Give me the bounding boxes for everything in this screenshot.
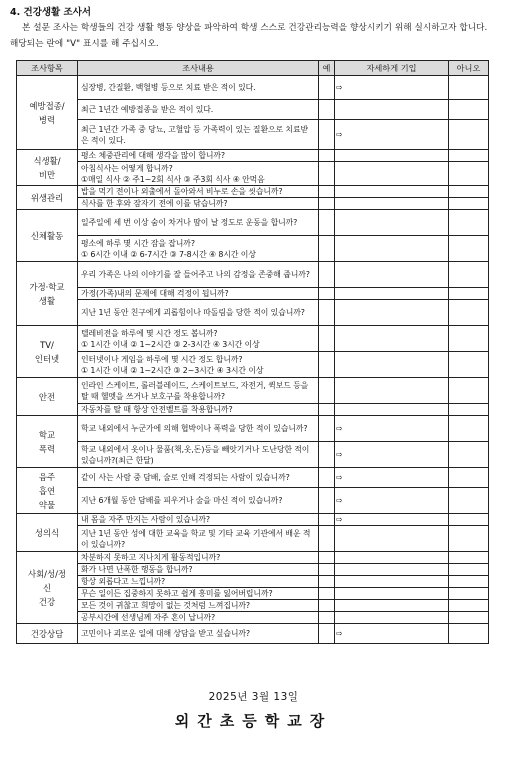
yes-checkbox-cell[interactable]	[319, 576, 335, 588]
table-row	[17, 576, 489, 588]
no-checkbox-cell[interactable]	[449, 612, 489, 624]
question-cell: 텔레비전을 하루에 몇 시간 정도 봅니까? ① 1시간 이내 ② 1~2시간 ③ 2-3시간 ④ 3시간 이상	[78, 326, 319, 352]
question-cell: 아침식사는 어떻게 합니까? ①매일 식사 ② 주1~2회 식사 ③ 주3회 식사 ④ 안먹음	[78, 162, 319, 186]
category-cell: 음주 흡연 약물	[17, 468, 78, 514]
no-checkbox-cell[interactable]	[449, 526, 489, 552]
table-row	[17, 624, 489, 644]
table-row	[17, 150, 489, 162]
no-checkbox-cell[interactable]	[449, 442, 489, 468]
table-row	[17, 514, 489, 526]
table-row	[17, 120, 489, 150]
school-name: 외간초등학교장	[174, 712, 333, 730]
details-cell[interactable]	[335, 552, 449, 564]
yes-checkbox-cell[interactable]	[319, 162, 335, 186]
question-cell: 최근 1년간 예방접종을 받은 적이 있다.	[78, 100, 319, 120]
no-checkbox-cell[interactable]	[449, 236, 489, 262]
details-cell[interactable]	[335, 150, 449, 162]
question-cell: 일주일에 세 번 이상 숨이 차거나 땀이 날 정도로 운동을 합니까?	[78, 210, 319, 236]
details-cell[interactable]	[335, 100, 449, 120]
question-cell: 지난 1년 동안 성에 대한 교육을 학교 및 기타 교육 기관에서 배운 적이 있습니까?	[78, 526, 319, 552]
details-cell[interactable]	[335, 588, 449, 600]
yes-checkbox-cell[interactable]	[319, 488, 335, 514]
arrow-right-icon: ⇨	[336, 515, 343, 524]
details-cell[interactable]	[335, 416, 449, 442]
yes-checkbox-cell[interactable]	[319, 588, 335, 600]
question-cell: 인라인 스케이트, 롤러블레이드, 스케이트보드, 자전거, 퀵보드 등을 탈 때 헬멧을 쓰거나 보호구를 착용합니까?	[78, 378, 319, 404]
arrow-right-icon: ⇨	[336, 424, 343, 433]
details-cell[interactable]	[335, 564, 449, 576]
arrow-right-icon: ⇨	[336, 83, 343, 92]
yes-checkbox-cell[interactable]	[319, 120, 335, 150]
category-cell: 건강상담	[17, 624, 78, 644]
arrow-right-icon: ⇨	[336, 450, 343, 459]
details-cell[interactable]	[335, 352, 449, 378]
details-cell[interactable]	[335, 288, 449, 300]
table-row	[17, 100, 489, 120]
yes-checkbox-cell[interactable]	[319, 76, 335, 100]
no-checkbox-cell[interactable]	[449, 404, 489, 416]
no-checkbox-cell[interactable]	[449, 600, 489, 612]
col-header-content: 조사내용	[78, 61, 319, 76]
question-cell: 지난 1년 동안 친구에게 괴롭힘이나 따돌림을 당한 적이 있습니까?	[78, 300, 319, 326]
question-cell: 식사를 한 후와 잠자기 전에 이를 닦습니까?	[78, 198, 319, 210]
no-checkbox-cell[interactable]	[449, 468, 489, 488]
yes-checkbox-cell[interactable]	[319, 600, 335, 612]
question-cell: 공부시간에 선생님께 자주 혼이 납니까?	[78, 612, 319, 624]
details-cell[interactable]	[335, 526, 449, 552]
details-cell[interactable]	[335, 488, 449, 514]
details-cell[interactable]	[335, 468, 449, 488]
details-cell[interactable]	[335, 326, 449, 352]
table-row	[17, 262, 489, 288]
table-row	[17, 236, 489, 262]
no-checkbox-cell[interactable]	[449, 488, 489, 514]
table-row	[17, 378, 489, 404]
arrow-right-icon: ⇨	[336, 629, 343, 638]
yes-checkbox-cell[interactable]	[319, 326, 335, 352]
category-cell: 위생관리	[17, 186, 78, 210]
question-cell: 고민이나 괴로운 일에 대해 상담을 받고 싶습니까?	[78, 624, 319, 644]
question-cell: 항상 외롭다고 느낍니까?	[78, 576, 319, 588]
yes-checkbox-cell[interactable]	[319, 300, 335, 326]
table-row	[17, 404, 489, 416]
question-cell: 우리 가족은 나의 이야기를 잘 들어주고 나의 감정을 존중해 줍니까?	[78, 262, 319, 288]
no-checkbox-cell[interactable]	[449, 576, 489, 588]
no-checkbox-cell[interactable]	[449, 552, 489, 564]
category-cell: TV/ 인터넷	[17, 326, 78, 378]
question-cell: 모든 것이 귀찮고 희망이 없는 것처럼 느껴집니까?	[78, 600, 319, 612]
table-row	[17, 76, 489, 100]
table-row	[17, 198, 489, 210]
table-row	[17, 600, 489, 612]
no-checkbox-cell[interactable]	[449, 210, 489, 236]
details-cell[interactable]	[335, 198, 449, 210]
table-row	[17, 326, 489, 352]
table-row	[17, 552, 489, 564]
survey-date: 2025년 3월 13일	[208, 691, 299, 703]
details-cell[interactable]	[335, 600, 449, 612]
survey-body	[17, 76, 489, 644]
details-cell[interactable]	[335, 76, 449, 100]
details-cell[interactable]	[335, 612, 449, 624]
table-row	[17, 526, 489, 552]
yes-checkbox-cell[interactable]	[319, 526, 335, 552]
category-cell: 학교 폭력	[17, 416, 78, 468]
question-cell: 자동차를 탈 때 항상 안전벨트를 착용합니까?	[78, 404, 319, 416]
yes-checkbox-cell[interactable]	[319, 612, 335, 624]
details-cell[interactable]	[335, 162, 449, 186]
no-checkbox-cell[interactable]	[449, 378, 489, 404]
question-cell: 평소 체중관리에 대해 생각을 많이 합니까?	[78, 150, 319, 162]
details-cell[interactable]	[335, 378, 449, 404]
category-cell: 식생활/ 비만	[17, 150, 78, 186]
details-cell[interactable]	[335, 624, 449, 644]
category-cell: 사회/성/정 신 건강	[17, 552, 78, 624]
no-checkbox-cell[interactable]	[449, 198, 489, 210]
question-cell: 학교 내외에서 누군가에 의해 협박이나 폭력을 당한 적이 있습니까?	[78, 416, 319, 442]
yes-checkbox-cell[interactable]	[319, 288, 335, 300]
yes-checkbox-cell[interactable]	[319, 262, 335, 288]
table-row	[17, 186, 489, 198]
yes-checkbox-cell[interactable]	[319, 378, 335, 404]
question-cell: 밥을 먹기 전이나 외출에서 돌아와서 비누로 손을 씻습니까?	[78, 186, 319, 198]
yes-checkbox-cell[interactable]	[319, 442, 335, 468]
section-heading: 4. 건강생활 조사서	[10, 7, 92, 18]
table-row	[17, 162, 489, 186]
question-cell: 평소에 하루 몇 시간 잠을 잡니까? ① 6시간 이내 ② 6-7시간 ③ 7-8시간 ④ 8시간 이상	[78, 236, 319, 262]
yes-checkbox-cell[interactable]	[319, 514, 335, 526]
table-row	[17, 300, 489, 326]
yes-checkbox-cell[interactable]	[319, 552, 335, 564]
no-checkbox-cell[interactable]	[449, 262, 489, 288]
arrow-right-icon: ⇨	[336, 130, 343, 139]
details-cell[interactable]	[335, 442, 449, 468]
details-cell[interactable]	[335, 576, 449, 588]
no-checkbox-cell[interactable]	[449, 150, 489, 162]
intro-paragraph: 본 설문 조사는 학생들의 건강 생활 행동 양상을 파악하여 학생 스스로 건강관리능력을 향상시키기 위해 실시하고자 합니다. 해당되는 란에 "V" 표시를 해 주십시오.	[10, 23, 488, 49]
details-cell[interactable]	[335, 300, 449, 326]
col-header-category: 조사항목	[17, 61, 78, 76]
table-row	[17, 612, 489, 624]
table-row	[17, 442, 489, 468]
question-cell: 학교 내외에서 옷이나 물품(책,옷,돈)등을 빼앗기거나 도난당한 적이 있습니까?(최근 한달)	[78, 442, 319, 468]
details-cell[interactable]	[335, 514, 449, 526]
no-checkbox-cell[interactable]	[449, 588, 489, 600]
details-cell[interactable]	[335, 236, 449, 262]
question-cell: 차분하지 못하고 지나치게 활동적입니까?	[78, 552, 319, 564]
table-row	[17, 288, 489, 300]
table-row	[17, 468, 489, 488]
question-cell: 내 몸을 자주 만지는 사람이 있습니까?	[78, 514, 319, 526]
details-cell[interactable]	[335, 210, 449, 236]
col-header-yes: 예	[319, 61, 335, 76]
yes-checkbox-cell[interactable]	[319, 624, 335, 644]
table-row	[17, 416, 489, 442]
table-row	[17, 352, 489, 378]
category-cell: 안전	[17, 378, 78, 416]
yes-checkbox-cell[interactable]	[319, 468, 335, 488]
question-cell: 같이 사는 사람 중 담배, 술로 인해 걱정되는 사람이 있습니까?	[78, 468, 319, 488]
yes-checkbox-cell[interactable]	[319, 150, 335, 162]
table-row	[17, 564, 489, 576]
details-cell[interactable]	[335, 120, 449, 150]
no-checkbox-cell[interactable]	[449, 514, 489, 526]
no-checkbox-cell[interactable]	[449, 100, 489, 120]
no-checkbox-cell[interactable]	[449, 120, 489, 150]
no-checkbox-cell[interactable]	[449, 416, 489, 442]
col-header-no: 아니오	[449, 61, 489, 76]
category-cell: 가정·학교 생활	[17, 262, 78, 326]
arrow-right-icon: ⇨	[336, 473, 343, 482]
no-checkbox-cell[interactable]	[449, 186, 489, 198]
table-row	[17, 588, 489, 600]
yes-checkbox-cell[interactable]	[319, 564, 335, 576]
yes-checkbox-cell[interactable]	[319, 100, 335, 120]
category-cell: 신체활동	[17, 210, 78, 262]
no-checkbox-cell[interactable]	[449, 162, 489, 186]
question-cell: 화가 나면 난폭한 행동을 합니까?	[78, 564, 319, 576]
question-cell: 가정(가족)내의 문제에 대해 걱정이 됩니까?	[78, 288, 319, 300]
yes-checkbox-cell[interactable]	[319, 404, 335, 416]
no-checkbox-cell[interactable]	[449, 300, 489, 326]
question-cell: 최근 1년간 가족 중 당뇨, 고혈압 등 가족력이 있는 질환으로 치료받은 적이 있다.	[78, 120, 319, 150]
yes-checkbox-cell[interactable]	[319, 198, 335, 210]
no-checkbox-cell[interactable]	[449, 352, 489, 378]
table-header-row	[17, 61, 489, 76]
category-cell: 성의식	[17, 514, 78, 552]
arrow-right-icon: ⇨	[336, 496, 343, 505]
no-checkbox-cell[interactable]	[449, 288, 489, 300]
table-row	[17, 488, 489, 514]
survey-table	[16, 60, 489, 644]
yes-checkbox-cell[interactable]	[319, 236, 335, 262]
details-cell[interactable]	[335, 262, 449, 288]
question-cell: 인터넷이나 게임을 하루에 몇 시간 정도 합니까? ① 1시간 이내 ② 1~2시간 ③ 2~3시간 ④ 3시간 이상	[78, 352, 319, 378]
yes-checkbox-cell[interactable]	[319, 352, 335, 378]
category-cell: 예방접종/ 병력	[17, 76, 78, 150]
yes-checkbox-cell[interactable]	[319, 186, 335, 198]
no-checkbox-cell[interactable]	[449, 624, 489, 644]
question-cell: 지난 6개월 동안 담배를 피우거나 술을 마신 적이 있습니까?	[78, 488, 319, 514]
details-cell[interactable]	[335, 186, 449, 198]
question-cell: 무슨 일이든 집중하지 못하고 쉽게 흥미를 잃어버립니까?	[78, 588, 319, 600]
yes-checkbox-cell[interactable]	[319, 210, 335, 236]
col-header-details: 자세하게 기입	[335, 61, 449, 76]
yes-checkbox-cell[interactable]	[319, 416, 335, 442]
question-cell: 심장병, 간질환, 백혈병 등으로 치료 받은 적이 있다.	[78, 76, 319, 100]
table-row	[17, 210, 489, 236]
details-cell[interactable]	[335, 404, 449, 416]
no-checkbox-cell[interactable]	[449, 326, 489, 352]
no-checkbox-cell[interactable]	[449, 564, 489, 576]
no-checkbox-cell[interactable]	[449, 76, 489, 100]
